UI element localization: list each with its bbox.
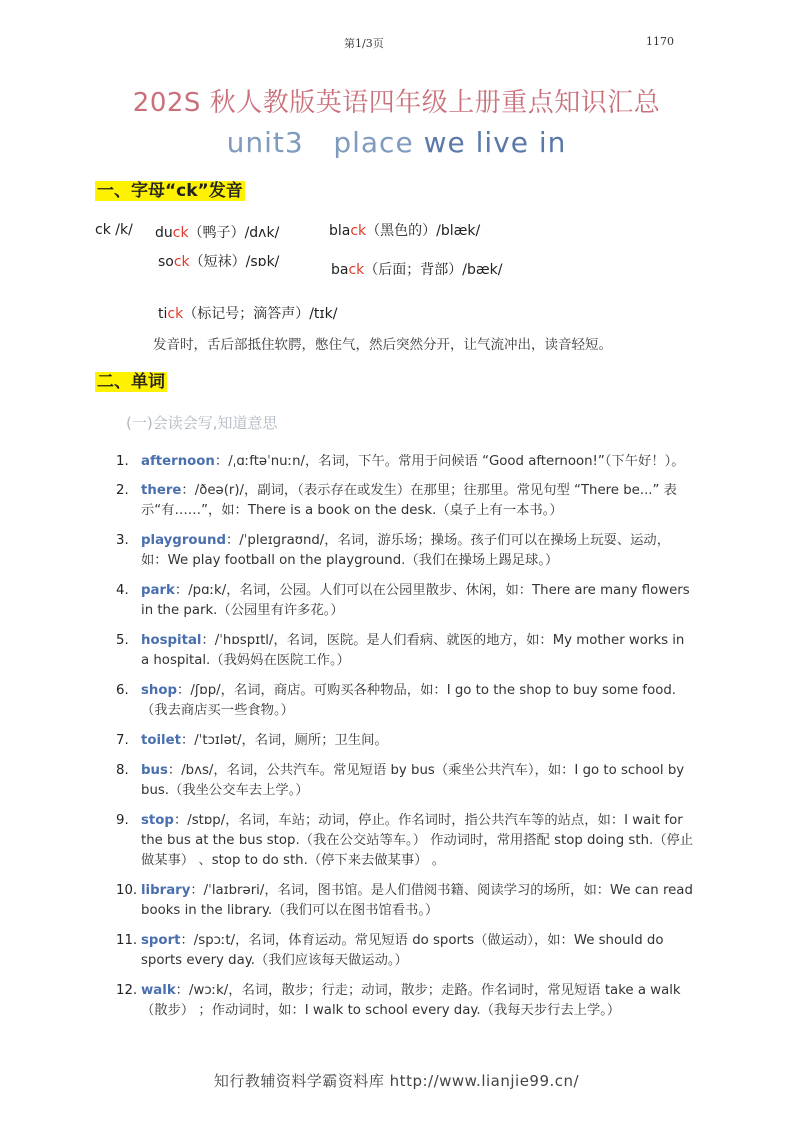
footer-source: 知行教辅资料学霸资料库 http://www.lianjie99.cn/ <box>213 1072 580 1090</box>
ck-word-sock: sock（短袜）/sɒk/ <box>158 254 280 270</box>
subtitle-part1: unit3 place <box>226 126 414 159</box>
vocabulary-list <box>116 452 696 1021</box>
subtitle-part2: we live in <box>423 126 567 159</box>
list-item: 8. bus：/bʌs/，名词，公共汽车。常见短语 by bus（乘坐公共汽车），如：I go to school by bus.（我坐公交车去上学。） <box>116 763 685 798</box>
list-item: 1. afternoon：/ˌɑːftəˈnuːn/，名词，下午。常用于问候语 “Good afternoon!”（下午好！）。 <box>116 454 685 469</box>
section2-heading: 二、单词 <box>97 372 165 392</box>
section1-heading: 一、字母“ck”发音 <box>97 181 243 201</box>
doc-code: 1170 <box>646 35 674 48</box>
list-item: 3. playground：/ˈpleɪɡraʊnd/，名词，游乐场；操场。孩子们可以在操场上玩耍、运动，如：We play football on the playground.（我们在操场上踢足球。） <box>116 533 671 568</box>
page-subtitle <box>0 126 793 159</box>
ck-word-back: back（后面；背部）/bæk/ <box>331 262 503 278</box>
list-item: 12. walk：/wɔːk/，名词，散步；行走；动词，散步；走路。作名词时，常见短语 take a walk（散步） ；作动词时，如：I walk to school every day.（我每天步行去上学。） <box>116 983 681 1018</box>
ck-word-duck: duck（鸭子）/dʌk/ <box>155 225 280 241</box>
list-item: 7. toilet：/ˈtɔɪlət/，名词，厕所；卫生间。 <box>116 733 388 748</box>
pronunciation-note: 发音时，舌后部抵住软腭，憋住气，然后突然分开，让气流冲出，读音轻短。 <box>153 337 612 353</box>
list-item: 10. library：/ˈlaɪbrəri/，名词，图书馆。是人们借阅书籍、阅读学习的场所，如：We can read books in the library.（我们可以在图书馆看书。） <box>116 883 693 918</box>
list-item: 9. stop：/stɒp/，名词，车站；动词，停止。作名词时，指公共汽车等的站点，如：I wait for the bus at the bus stop.（我在公交站等车。） 作动词时，常用搭配 stop doing sth.（停止做某事） 、stop to do sth.（停下来去做某事） 。 <box>116 813 694 868</box>
list-item: 5. hospital：/ˈhɒspɪtl/，名词，医院。是人们看病、就医的地方，如：My mother works in a hospital.（我妈妈在医院工作。） <box>116 633 685 668</box>
list-item: 6. shop：/ʃɒp/，名词，商店。可购买各种物品，如：I go to the shop to buy some food.（我去商店买一些食物。） <box>116 683 677 718</box>
page-number: 第1/3页 <box>344 37 384 50</box>
section2-subheading: (一)会读会写,知道意思 <box>126 414 278 432</box>
ck-word-tick: tick（标记号；滴答声）/tɪk/ <box>158 306 338 322</box>
page-title: 202S 秋人教版英语四年级上册重点知识汇总 <box>132 88 661 118</box>
ck-sound: ck /k/ <box>95 222 133 238</box>
ck-word-black: black（黑色的）/blæk/ <box>329 223 481 239</box>
list-item: 4. park：/pɑːk/，名词，公园。人们可以在公园里散步、休闲，如：There are many flowers in the park.（公园里有许多花。） <box>116 583 690 618</box>
list-item: 11. sport：/spɔːt/，名词，体育运动。常见短语 do sports（做运动），如：We should do sports every day.（我们应该每天做运动。） <box>116 933 664 968</box>
list-item: 2. there：/ðeə(r)/，副词，（表示存在或发生）在那里；往那里。常见句型 “There be...” 表示“有……”，如：There is a book on the desk.（桌子上有一本书。） <box>116 483 677 518</box>
